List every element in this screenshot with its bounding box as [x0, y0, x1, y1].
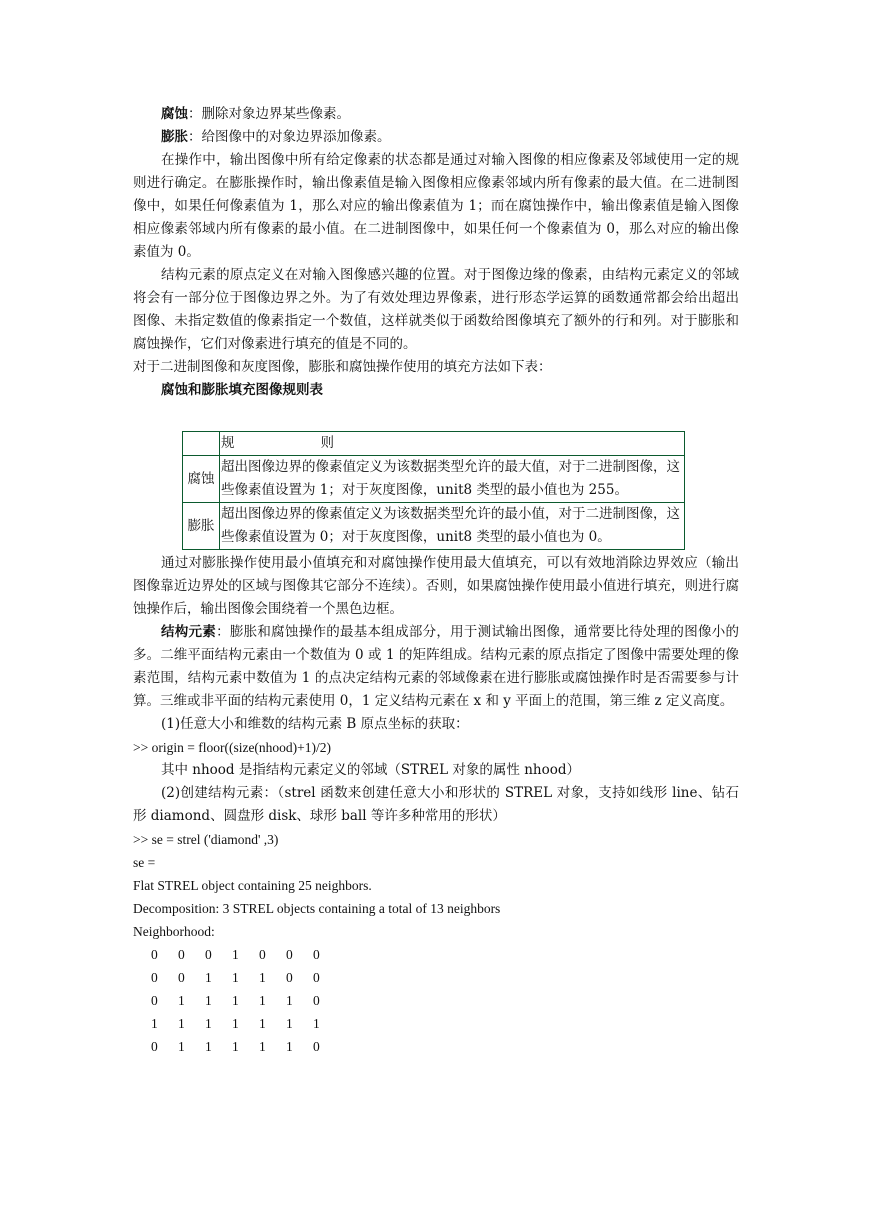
matrix-cell: 1 [232, 947, 239, 962]
matrix-cell: 1 [259, 993, 266, 1008]
structuring-element-text: ：膨胀和腐蚀操作的最基本组成部分，用于测试输出图像，通常要比待处理的图像小的多。二维平面结构元素由一个数值为 0 或 1 的矩阵组成。结构元素的原点指定了图像中需要处理的像素范围，结构元素中数值为 1 的点决定结构元素的邻域像素在进行膨胀或腐蚀操作时是否需要参与计算。三维或非平面的结构元素使用 0，1 定义结构元素在 x 和 y 平面上的范围，第三维 z 定义高度。 [133, 624, 740, 709]
fill-rules-table [182, 431, 685, 550]
output-flat-strel: Flat STREL object containing 25 neighbors. [133, 878, 372, 893]
term-dilate: 膨胀 [161, 129, 188, 145]
matrix-cell: 0 [151, 947, 158, 962]
matrix-cell: 0 [178, 947, 185, 962]
list-item-1-note: 其中 nhood 是指结构元素定义的邻域（STREL 对象的属性 nhood） [161, 762, 580, 778]
paragraph-fill-intro: 对于二进制图像和灰度图像，膨胀和腐蚀操作使用的填充方法如下表： [133, 359, 552, 375]
matrix-cell: 1 [205, 1016, 212, 1031]
table-header-row [183, 432, 685, 456]
matrix-row [151, 943, 739, 966]
paragraph-effect: 通过对膨胀操作使用最小值填充和对腐蚀操作使用最大值填充，可以有效地消除边界效应（输出图像靠近边界处的区域与图像其它部分不连续）。否则，如果腐蚀操作使用最小值进行填充，则进行腐蚀操作后，输出图像会围绕着一个黑色边框。 [133, 555, 739, 617]
matrix-cell: 1 [205, 1039, 212, 1054]
definition-dilate [133, 126, 739, 149]
output-decomposition: Decomposition: 3 STREL objects containing a total of 13 neighbors [133, 901, 501, 916]
matrix-cell: 0 [286, 947, 293, 962]
matrix-cell: 0 [178, 970, 185, 985]
code-strel: >> se = strel ('diamond' ,3) [133, 832, 279, 847]
header-char-b: 则 [320, 435, 334, 451]
matrix-cell: 1 [205, 970, 212, 985]
output-neighborhood-label: Neighborhood: [133, 924, 215, 939]
term-structuring-element: 结构元素 [161, 624, 217, 640]
matrix-cell: 1 [178, 1039, 185, 1054]
header-char-a: 规 [221, 435, 235, 451]
matrix-cell: 1 [232, 1039, 239, 1054]
matrix-cell: 1 [313, 1016, 320, 1031]
list-item-2: (2)创建结构元素：（strel 函数来创建任意大小和形状的 STREL 对象，支持如线形 line、钻石形 diamond、圆盘形 disk、球形 ball 等许多种常用的形状） [133, 785, 739, 824]
matrix-cell: 1 [178, 1016, 185, 1031]
matrix-cell: 0 [151, 1039, 158, 1054]
table-row [183, 503, 685, 550]
matrix-cell: 1 [286, 1039, 293, 1054]
matrix-cell: 0 [205, 947, 212, 962]
table-cell-rule: 超出图像边界的像素值定义为该数据类型允许的最小值，对于二进制图像，这些像素值设置为 0；对于灰度图像，unit8 类型的最小值也为 0。 [220, 503, 685, 550]
matrix-cell: 0 [151, 993, 158, 1008]
neighborhood-matrix [151, 943, 739, 1058]
document-page [133, 103, 739, 1058]
matrix-cell: 1 [151, 1016, 158, 1031]
matrix-cell: 1 [286, 1016, 293, 1031]
matrix-row [151, 966, 739, 989]
matrix-cell: 1 [178, 993, 185, 1008]
table-caption: 腐蚀和膨胀填充图像规则表 [161, 382, 323, 398]
output-se: se = [133, 855, 156, 870]
matrix-cell: 0 [313, 970, 320, 985]
matrix-cell: 1 [259, 970, 266, 985]
paragraph-operation: 在操作中，输出图像中所有给定像素的状态都是通过对输入图像的相应像素及邻域使用一定的规则进行确定。在膨胀操作时，输出像素值是输入图像相应像素邻域内所有像素的最大值。在二进制图像中，如果任何像素值为 1，那么对应的输出像素值为 1；而在腐蚀操作中，输出像素值是输入图像相应像素邻域内所有像素的最小值。在二进制图像中，如果任何一个像素值为 0，那么对应的输出像素值为 0。 [133, 152, 739, 260]
matrix-cell: 1 [259, 1039, 266, 1054]
list-item-1: (1)任意大小和维数的结构元素 B 原点坐标的获取： [161, 716, 469, 732]
matrix-cell: 1 [232, 1016, 239, 1031]
matrix-cell: 0 [286, 970, 293, 985]
matrix-cell: 0 [313, 1039, 320, 1054]
matrix-cell: 1 [286, 993, 293, 1008]
table-cell-op: 膨胀 [183, 503, 220, 550]
definition-dilate-text: ：给图像中的对象边界添加像素。 [188, 129, 391, 145]
matrix-cell: 1 [232, 993, 239, 1008]
table-header-rule [220, 432, 685, 456]
code-origin: >> origin = floor((size(nhood)+1)/2) [133, 740, 332, 755]
paragraph-structuring-element [133, 621, 739, 713]
table-cell-op: 腐蚀 [183, 456, 220, 503]
matrix-row [151, 1012, 739, 1035]
table-row [183, 456, 685, 503]
table-cell-rule: 超出图像边界的像素值定义为该数据类型允许的最大值，对于二进制图像，这些像素值设置为 1；对于灰度图像，unit8 类型的最小值也为 255。 [220, 456, 685, 503]
table-header-blank [183, 432, 220, 456]
matrix-row [151, 1035, 739, 1058]
matrix-cell: 1 [205, 993, 212, 1008]
matrix-row [151, 989, 739, 1012]
matrix-cell: 0 [313, 947, 320, 962]
definition-corrode [133, 103, 739, 126]
definition-corrode-text: ：删除对象边界某些像素。 [188, 106, 350, 122]
matrix-cell: 0 [151, 970, 158, 985]
matrix-cell: 0 [313, 993, 320, 1008]
paragraph-origin: 结构元素的原点定义在对输入图像感兴趣的位置。对于图像边缘的像素，由结构元素定义的邻域将会有一部分位于图像边界之外。为了有效处理边界像素，进行形态学运算的函数通常都会给出超出图像、未指定数值的像素指定一个数值，这样就类似于函数给图像填充了额外的行和列。对于膨胀和腐蚀操作，它们对像素进行填充的值是不同的。 [133, 267, 739, 352]
matrix-cell: 0 [259, 947, 266, 962]
matrix-cell: 1 [232, 970, 239, 985]
matrix-cell: 1 [259, 1016, 266, 1031]
term-corrode: 腐蚀 [161, 106, 188, 122]
